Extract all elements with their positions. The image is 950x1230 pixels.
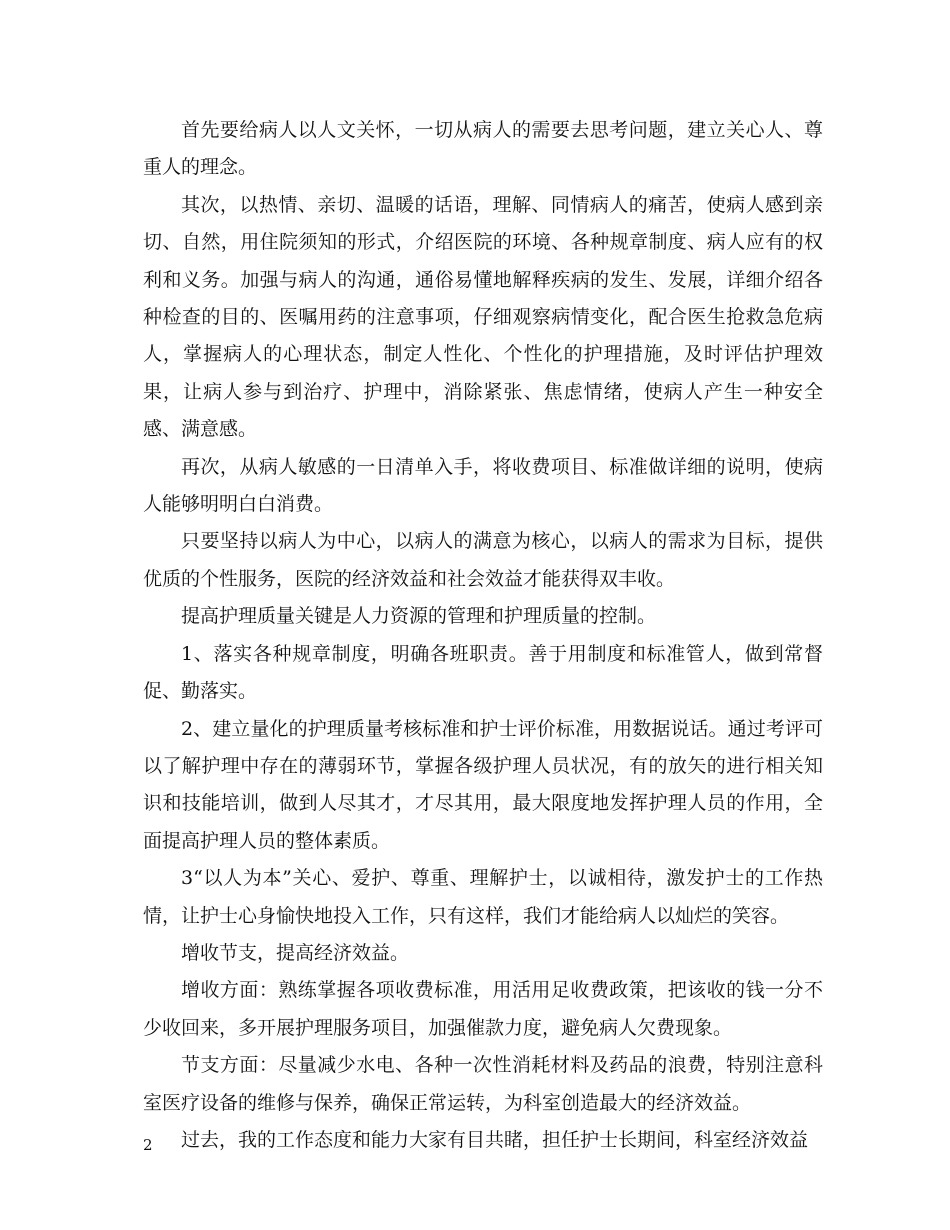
page-number: 2 bbox=[143, 1136, 153, 1154]
paragraph: 首先要给病人以人文关怀，一切从病人的需要去思考问题，建立关心人、尊重人的理念。 bbox=[143, 119, 823, 179]
paragraph: 节支方面：尽量减少水电、各种一次性消耗材料及药品的浪费，特别注意科室医疗设备的维修与保养，确保正常运转，为科室创造最大的经济效益。 bbox=[143, 1054, 823, 1114]
paragraph: 过去，我的工作态度和能力大家有目共睹，担任护士长期间，科室经济效益 bbox=[181, 1128, 809, 1151]
paragraph: 增收节支，提高经济效益。 bbox=[181, 941, 410, 964]
paragraph: 3“以人为本”关心、爱护、尊重、理解护士，以诚相待，激发护士的工作热情，让护士心身愉快地投入工作，只有这样，我们才能给病人以灿烂的笑容。 bbox=[143, 867, 823, 927]
paragraph: 提高护理质量关键是人力资源的管理和护理质量的控制。 bbox=[181, 605, 657, 628]
document-body bbox=[143, 112, 823, 1159]
paragraph: 1、落实各种规章制度，明确各班职责。善于用制度和标准管人，做到常督促、勤落实。 bbox=[143, 642, 823, 703]
paragraph: 增收方面：熟练掌握各项收费标准，用活用足收费政策，把该收的钱一分不少收回来，多开展护理服务项目，加强催款力度，避免病人欠费现象。 bbox=[143, 979, 823, 1039]
paragraph: 其次，以热情、亲切、温暖的话语，理解、同情病人的痛苦，使病人感到亲切、自然，用住院须知的形式，介绍医院的环境、各种规章制度、病人应有的权利和义务。加强与病人的沟通，通俗易懂地解释疾病的发生、发展，详细介绍各种检查的目的、医嘱用药的注意事项，仔细观察病情变化，配合医生抢救急危病人，掌握病人的心理状态，制定人性化、个性化的护理措施，及时评估护理效果，让病人参与到治疗、护理中，消除紧张、焦虑情绪，使病人产生一种安全感、满意感。 bbox=[143, 193, 823, 441]
paragraph: 再次，从病人敏感的一日清单入手，将收费项目、标准做详细的说明，使病人能够明明白白消费。 bbox=[143, 455, 823, 516]
paragraph: 2、建立量化的护理质量考核标准和护士评价标准，用数据说话。通过考评可以了解护理中存在的薄弱环节，掌握各级护理人员状况，有的放矢的进行相关知识和技能培训，做到人尽其才，才尽其用，最大限度地发挥护理人员的作用，全面提高护理人员的整体素质。 bbox=[143, 717, 823, 852]
paragraph: 只要坚持以病人为中心，以病人的满意为核心，以病人的需求为目标，提供优质的个性服务，医院的经济效益和社会效益才能获得双丰收。 bbox=[143, 530, 823, 590]
